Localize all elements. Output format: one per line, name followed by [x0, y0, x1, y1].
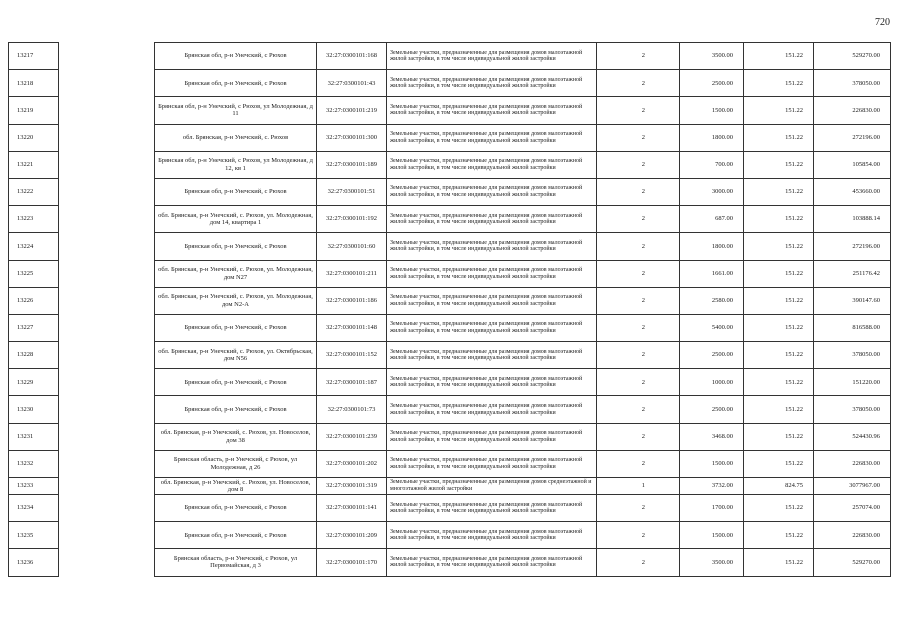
address-cell: обл. Брянская, р-н Унечский, с. Рюхов, ул. Октябрьская, дом N56	[155, 342, 317, 369]
land-use-cell: Земельные участки, предназначенные для размещения домов малоэтажной жилой застройки, в том числе индивидуальной жилой застройки	[387, 522, 597, 549]
cadastral-number-cell: 32:27:0300101:168	[317, 43, 387, 70]
record-number: 13236	[9, 549, 59, 576]
address-cell: обл. Брянская, р-н Унечский, с. Рюхов	[155, 124, 317, 151]
record-number: 13227	[9, 314, 59, 341]
spacer-cell	[59, 260, 155, 287]
land-use-cell: Земельные участки, предназначенные для размещения домов малоэтажной жилой застройки, в том числе индивидуальной жилой застройки	[387, 423, 597, 450]
address-cell: Брянская обл, р-н Унечский, с Рюхов	[155, 233, 317, 260]
table-row	[9, 314, 891, 341]
record-number: 13219	[9, 97, 59, 124]
unit-value-cell: 151.22	[744, 450, 814, 477]
group-cell: 2	[597, 178, 680, 205]
land-use-cell: Земельные участки, предназначенные для размещения домов малоэтажной жилой застройки, в том числе индивидуальной жилой застройки	[387, 151, 597, 178]
cadastral-value-cell: 453660.00	[814, 178, 891, 205]
group-cell: 2	[597, 396, 680, 423]
unit-value-cell: 151.22	[744, 206, 814, 233]
address-cell: Брянская область, р-н Унечский, с Рюхов, ул Первомайская, д 3	[155, 549, 317, 576]
area-cell: 2500.00	[680, 396, 744, 423]
area-cell: 3000.00	[680, 178, 744, 205]
land-use-cell: Земельные участки, предназначенные для размещения домов малоэтажной жилой застройки, в том числе индивидуальной жилой застройки	[387, 342, 597, 369]
area-cell: 2500.00	[680, 342, 744, 369]
group-cell: 2	[597, 70, 680, 97]
cadastral-value-cell: 524430.96	[814, 423, 891, 450]
land-use-cell: Земельные участки, предназначенные для размещения домов малоэтажной жилой застройки, в том числе индивидуальной жилой застройки	[387, 314, 597, 341]
cadastral-value-cell: 251176.42	[814, 260, 891, 287]
table-row	[9, 124, 891, 151]
cadastral-number-cell: 32:27:0300101:141	[317, 495, 387, 522]
land-use-cell: Земельные участки, предназначенные для размещения домов малоэтажной жилой застройки, в том числе индивидуальной жилой застройки	[387, 97, 597, 124]
group-cell: 2	[597, 233, 680, 260]
unit-value-cell: 151.22	[744, 124, 814, 151]
spacer-cell	[59, 314, 155, 341]
address-cell: Брянская область, р-н Унечский, с Рюхов, ул Молодежная, д 26	[155, 450, 317, 477]
land-use-cell: Земельные участки, предназначенные для размещения домов малоэтажной жилой застройки, в том числе индивидуальной жилой застройки	[387, 450, 597, 477]
group-cell: 2	[597, 450, 680, 477]
address-cell: обл. Брянская, р-н Унечский, с. Рюхов, ул. Молодежная, дом 14, квартира 1	[155, 206, 317, 233]
record-number: 13226	[9, 287, 59, 314]
spacer-cell	[59, 178, 155, 205]
cadastral-value-cell: 103888.14	[814, 206, 891, 233]
spacer-cell	[59, 233, 155, 260]
land-use-cell: Земельные участки, предназначенные для размещения домов малоэтажной жилой застройки, в том числе индивидуальной жилой застройки	[387, 178, 597, 205]
area-cell: 687.00	[680, 206, 744, 233]
group-cell: 2	[597, 151, 680, 178]
unit-value-cell: 151.22	[744, 151, 814, 178]
group-cell: 2	[597, 206, 680, 233]
cadastral-number-cell: 32:27:0300101:152	[317, 342, 387, 369]
table-row	[9, 342, 891, 369]
cadastral-number-cell: 32:27:0300101:211	[317, 260, 387, 287]
record-number: 13221	[9, 151, 59, 178]
table-row	[9, 70, 891, 97]
table-row	[9, 369, 891, 396]
group-cell: 2	[597, 423, 680, 450]
cadastral-number-cell: 32:27:0300101:187	[317, 369, 387, 396]
unit-value-cell: 151.22	[744, 423, 814, 450]
record-number: 13230	[9, 396, 59, 423]
table-row	[9, 522, 891, 549]
record-number: 13222	[9, 178, 59, 205]
record-number: 13220	[9, 124, 59, 151]
table-row	[9, 549, 891, 576]
group-cell: 2	[597, 342, 680, 369]
group-cell: 2	[597, 43, 680, 70]
table-row	[9, 233, 891, 260]
record-number: 13235	[9, 522, 59, 549]
land-use-cell: Земельные участки, предназначенные для размещения домов среднеэтажной и многоэтажной жилой застройки	[387, 478, 597, 495]
cadastral-number-cell: 32:27:0300101:186	[317, 287, 387, 314]
area-cell: 1500.00	[680, 522, 744, 549]
spacer-cell	[59, 495, 155, 522]
cadastral-number-cell: 32:27:0300101:202	[317, 450, 387, 477]
cadastral-number-cell: 32:27:0300101:209	[317, 522, 387, 549]
spacer-cell	[59, 549, 155, 576]
unit-value-cell: 824.75	[744, 478, 814, 495]
group-cell: 2	[597, 287, 680, 314]
spacer-cell	[59, 151, 155, 178]
land-use-cell: Земельные участки, предназначенные для размещения домов малоэтажной жилой застройки, в том числе индивидуальной жилой застройки	[387, 70, 597, 97]
cadastral-value-cell: 226830.00	[814, 97, 891, 124]
record-number: 13229	[9, 369, 59, 396]
record-number: 13218	[9, 70, 59, 97]
table-body	[9, 43, 891, 577]
area-cell: 700.00	[680, 151, 744, 178]
unit-value-cell: 151.22	[744, 522, 814, 549]
address-cell: Брянская обл, р-н Унечский, с Рюхов	[155, 70, 317, 97]
land-use-cell: Земельные участки, предназначенные для размещения домов малоэтажной жилой застройки, в том числе индивидуальной жилой застройки	[387, 124, 597, 151]
table-row	[9, 495, 891, 522]
cadastral-value-cell: 226830.00	[814, 450, 891, 477]
spacer-cell	[59, 206, 155, 233]
table-row	[9, 178, 891, 205]
spacer-cell	[59, 423, 155, 450]
address-cell: обл. Брянская, р-н Унечский, с. Рюхов, ул. Новоселов, дом 38	[155, 423, 317, 450]
spacer-cell	[59, 124, 155, 151]
land-use-cell: Земельные участки, предназначенные для размещения домов малоэтажной жилой застройки, в том числе индивидуальной жилой застройки	[387, 287, 597, 314]
cadastral-number-cell: 32:27:0300101:73	[317, 396, 387, 423]
area-cell: 5400.00	[680, 314, 744, 341]
cadastral-value-cell: 226830.00	[814, 522, 891, 549]
land-use-cell: Земельные участки, предназначенные для размещения домов малоэтажной жилой застройки, в том числе индивидуальной жилой застройки	[387, 206, 597, 233]
cadastral-value-cell: 105854.00	[814, 151, 891, 178]
spacer-cell	[59, 70, 155, 97]
unit-value-cell: 151.22	[744, 314, 814, 341]
spacer-cell	[59, 287, 155, 314]
cadastral-value-cell: 3077967.00	[814, 478, 891, 495]
address-cell: Брянская обл, р-н Унечский, с Рюхов	[155, 396, 317, 423]
cadastral-number-cell: 32:27:0300101:189	[317, 151, 387, 178]
address-cell: Брянская обл, р-н Унечский, с Рюхов	[155, 369, 317, 396]
table-row	[9, 151, 891, 178]
record-number: 13234	[9, 495, 59, 522]
area-cell: 1800.00	[680, 233, 744, 260]
address-cell: обл. Брянская, р-н Унечский, с. Рюхов, ул. Молодежная, дом N27	[155, 260, 317, 287]
spacer-cell	[59, 478, 155, 495]
land-use-cell: Земельные участки, предназначенные для размещения домов малоэтажной жилой застройки, в том числе индивидуальной жилой застройки	[387, 495, 597, 522]
unit-value-cell: 151.22	[744, 97, 814, 124]
record-number: 13224	[9, 233, 59, 260]
cadastral-number-cell: 32:27:0300101:170	[317, 549, 387, 576]
address-cell: Брянская обл, р-н Унечский, с Рюхов	[155, 522, 317, 549]
land-use-cell: Земельные участки, предназначенные для размещения домов малоэтажной жилой застройки, в том числе индивидуальной жилой застройки	[387, 369, 597, 396]
unit-value-cell: 151.22	[744, 549, 814, 576]
unit-value-cell: 151.22	[744, 70, 814, 97]
unit-value-cell: 151.22	[744, 287, 814, 314]
spacer-cell	[59, 396, 155, 423]
unit-value-cell: 151.22	[744, 233, 814, 260]
address-cell: обл. Брянская, р-н Унечский, с. Рюхов, ул. Новоселов, дом 8	[155, 478, 317, 495]
land-use-cell: Земельные участки, предназначенные для размещения домов малоэтажной жилой застройки, в том числе индивидуальной жилой застройки	[387, 260, 597, 287]
spacer-cell	[59, 450, 155, 477]
group-cell: 2	[597, 97, 680, 124]
group-cell: 1	[597, 478, 680, 495]
unit-value-cell: 151.22	[744, 369, 814, 396]
cadastral-number-cell: 32:27:0300101:51	[317, 178, 387, 205]
cadastral-number-cell: 32:27:0300101:300	[317, 124, 387, 151]
cadastral-number-cell: 32:27:0300101:192	[317, 206, 387, 233]
land-use-cell: Земельные участки, предназначенные для размещения домов малоэтажной жилой застройки, в том числе индивидуальной жилой застройки	[387, 549, 597, 576]
address-cell: Брянская обл, р-н Унечский, с Рюхов, ул Молодежная, д 11	[155, 97, 317, 124]
table-row	[9, 43, 891, 70]
group-cell: 2	[597, 260, 680, 287]
unit-value-cell: 151.22	[744, 342, 814, 369]
area-cell: 3468.00	[680, 423, 744, 450]
cadastral-value-cell: 378050.00	[814, 342, 891, 369]
table-row	[9, 396, 891, 423]
record-number: 13232	[9, 450, 59, 477]
cadastral-number-cell: 32:27:0300101:219	[317, 97, 387, 124]
table-row	[9, 260, 891, 287]
table-row	[9, 478, 891, 495]
address-cell: Брянская обл, р-н Унечский, с Рюхов	[155, 495, 317, 522]
group-cell: 2	[597, 124, 680, 151]
area-cell: 2580.00	[680, 287, 744, 314]
record-number: 13225	[9, 260, 59, 287]
cadastral-value-cell: 257074.00	[814, 495, 891, 522]
table-row	[9, 450, 891, 477]
record-number: 13228	[9, 342, 59, 369]
unit-value-cell: 151.22	[744, 260, 814, 287]
record-number: 13223	[9, 206, 59, 233]
spacer-cell	[59, 97, 155, 124]
spacer-cell	[59, 522, 155, 549]
cadastral-number-cell: 32:27:0300101:60	[317, 233, 387, 260]
record-number: 13231	[9, 423, 59, 450]
cadastral-value-cell: 816588.00	[814, 314, 891, 341]
area-cell: 1500.00	[680, 450, 744, 477]
cadastral-value-cell: 272196.00	[814, 233, 891, 260]
unit-value-cell: 151.22	[744, 495, 814, 522]
group-cell: 2	[597, 549, 680, 576]
area-cell: 3500.00	[680, 549, 744, 576]
cadastral-value-cell: 390147.60	[814, 287, 891, 314]
address-cell: Брянская обл, р-н Унечский, с Рюхов	[155, 178, 317, 205]
group-cell: 2	[597, 495, 680, 522]
cadastral-number-cell: 32:27:0300101:43	[317, 70, 387, 97]
record-number: 13233	[9, 478, 59, 495]
record-number: 13217	[9, 43, 59, 70]
land-use-cell: Земельные участки, предназначенные для размещения домов малоэтажной жилой застройки, в том числе индивидуальной жилой застройки	[387, 396, 597, 423]
cadastral-value-table	[8, 42, 891, 577]
land-use-cell: Земельные участки, предназначенные для размещения домов малоэтажной жилой застройки, в том числе индивидуальной жилой застройки	[387, 233, 597, 260]
area-cell: 3732.00	[680, 478, 744, 495]
area-cell: 1500.00	[680, 97, 744, 124]
table-row	[9, 206, 891, 233]
table-row	[9, 287, 891, 314]
cadastral-value-cell: 272196.00	[814, 124, 891, 151]
area-cell: 2500.00	[680, 70, 744, 97]
unit-value-cell: 151.22	[744, 396, 814, 423]
spacer-cell	[59, 43, 155, 70]
area-cell: 1800.00	[680, 124, 744, 151]
address-cell: Брянская обл, р-н Унечский, с Рюхов	[155, 43, 317, 70]
cadastral-value-cell: 151220.00	[814, 369, 891, 396]
cadastral-number-cell: 32:27:0300101:148	[317, 314, 387, 341]
cadastral-value-cell: 378050.00	[814, 70, 891, 97]
group-cell: 2	[597, 522, 680, 549]
address-cell: обл. Брянская, р-н Унечский, с. Рюхов, ул. Молодежная, дом N2-А	[155, 287, 317, 314]
spacer-cell	[59, 369, 155, 396]
address-cell: Брянская обл, р-н Унечский, с Рюхов	[155, 314, 317, 341]
spacer-cell	[59, 342, 155, 369]
cadastral-value-cell: 529270.00	[814, 43, 891, 70]
area-cell: 3500.00	[680, 43, 744, 70]
group-cell: 2	[597, 314, 680, 341]
group-cell: 2	[597, 369, 680, 396]
page-number: 720	[875, 17, 890, 28]
cadastral-value-cell: 378050.00	[814, 396, 891, 423]
area-cell: 1700.00	[680, 495, 744, 522]
cadastral-value-cell: 529270.00	[814, 549, 891, 576]
cadastral-number-cell: 32:27:0300101:239	[317, 423, 387, 450]
land-use-cell: Земельные участки, предназначенные для размещения домов малоэтажной жилой застройки, в том числе индивидуальной жилой застройки	[387, 43, 597, 70]
address-cell: Брянская обл, р-н Унечский, с Рюхов, ул Молодежная, д 12, кв 1	[155, 151, 317, 178]
cadastral-number-cell: 32:27:0300101:319	[317, 478, 387, 495]
area-cell: 1661.00	[680, 260, 744, 287]
unit-value-cell: 151.22	[744, 43, 814, 70]
unit-value-cell: 151.22	[744, 178, 814, 205]
area-cell: 1000.00	[680, 369, 744, 396]
table-row	[9, 423, 891, 450]
table-row	[9, 97, 891, 124]
